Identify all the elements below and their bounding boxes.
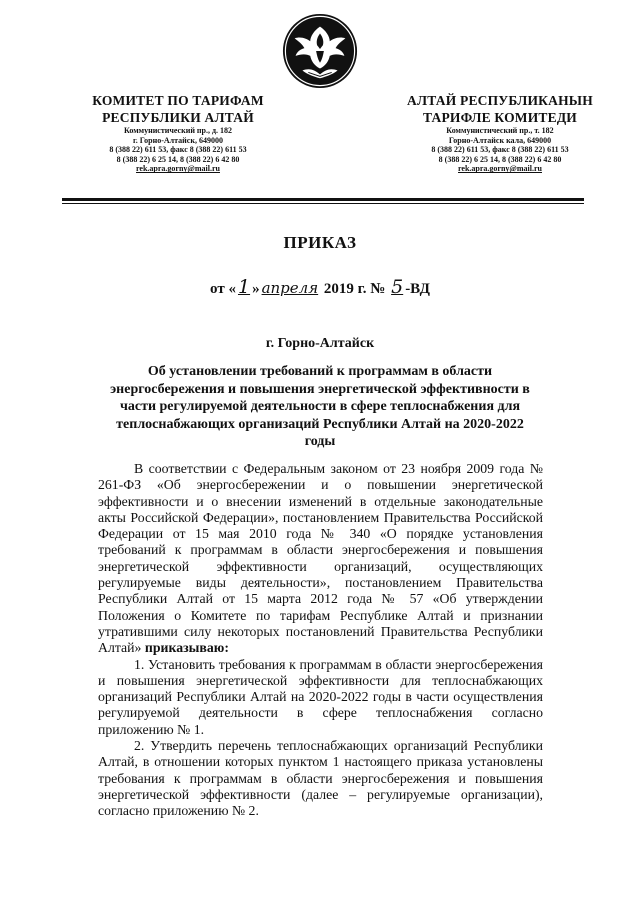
date-year: 2019 г. № [320,281,390,297]
handwritten-month: апреля [261,279,319,297]
organization-name-ru: КОМИТЕТ ПО ТАРИФАМ [92,93,264,108]
phone-line: 8 (388 22) 611 53, факс 8 (388 22) 611 53 [431,145,569,155]
preamble-text: В соответствии с Федеральным законом от 23 ноября 2009 года № 261-ФЗ «Об энергосбережении и о повышении энергетической эффективности и о внесении изменений в отдельные законодательные акты Российской Федерации», постановлением Правительства Российской Федерации от 15 мая 2010 года № 340 «О порядке установления требований к программам в области энергосбережения и повышения энергетической эффективности организаций, осуществляющих регулируемые виды деятельности», постановлением Правительства Республики Алтай от 15 марта 2012 года № 57 «Об утверждении Положения о Комитете по тарифам Республике Алтай и признании утратившими силу некоторых постановлений Правительства Республики Алтай» [98,461,543,656]
header-left-block [58,92,298,174]
order-date-number-line [0,276,640,298]
header-divider-thick [62,198,584,201]
handwritten-day: 1 [237,276,251,298]
issue-city: г. Горно-Алтайск [265,336,375,351]
order-body [98,461,543,820]
directive-word: приказываю: [144,640,229,656]
document-title: ПРИКАЗ [283,233,357,252]
order-suffix: -ВД [405,281,430,297]
phone-line-2: 8 (388 22) 6 25 14, 8 (388 22) 6 42 80 [116,154,240,164]
preamble-paragraph [98,461,543,657]
date-quote-close: » [252,281,260,297]
email-link[interactable]: rek.apra.gorny@mail.ru [136,164,220,174]
email-link[interactable]: rek.apra.gorny@mail.ru [458,164,542,174]
header-right-block [380,92,620,174]
city-postcode-line: г. Горно-Алтайск, 649000 [133,135,223,145]
header-divider-thin [62,203,584,204]
city-postcode-line: Горно-Алтайск кала, 649000 [448,135,552,145]
date-prefix: от « [210,281,236,297]
organization-name-alt-line2: ТАРИФЛЕ КОМИТЕДИ [422,110,578,125]
item-2-paragraph: 2. Утвердить перечень теплоснабжающих организаций Республики Алтай, в отношении которых пунктом 1 настоящего приказа установлены требования к программам в области энергосбережения и повышения энергетической эффективности (далее – регулируемые организации), согласно приложению № 2. [98,738,543,819]
phone-line: 8 (388 22) 611 53, факс 8 (388 22) 611 53 [109,145,247,155]
organization-name-ru-line2: РЕСПУБЛИКИ АЛТАЙ [102,110,254,125]
address-line: Коммунистический пр., д. 182 [123,126,233,135]
phone-line-2: 8 (388 22) 6 25 14, 8 (388 22) 6 42 80 [438,154,562,164]
address-line: Коммунистический пр., т. 182 [446,126,554,135]
item-1-paragraph: 1. Установить требования к программам в области энергосбережения и повышения энергетической эффективности для теплоснабжающих организаций Республики Алтай на 2020-2022 годы в части осуществления регулируемой деятельности в сфере теплоснабжения согласно приложению № 1. [98,656,543,737]
organization-name-alt: АЛТАЙ РЕСПУБЛИКАНЫН [407,93,593,108]
order-subject: Об установлении требований к программам в области энергосбережения и повышения энергетической эффективности в части регулируемой деятельности в сфере теплоснабжения для теплоснабжающих организаций Республики Алтай на 2020-2022 годы [110,364,530,449]
handwritten-order-number: 5 [391,276,404,298]
coat-of-arms-emblem [281,12,359,90]
